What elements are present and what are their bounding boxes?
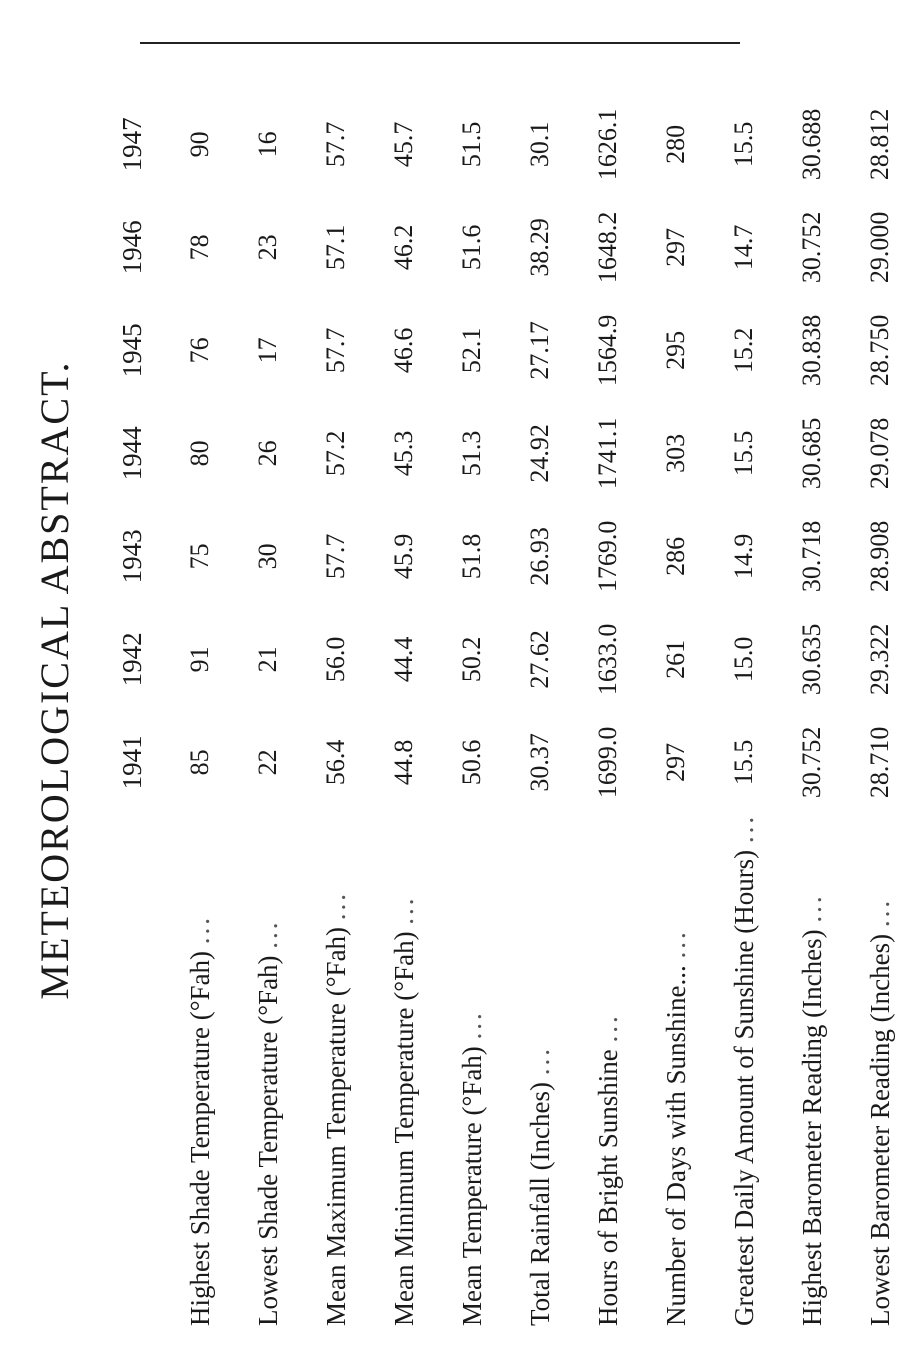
page-edge-rule (140, 42, 740, 44)
table-cell: 16 (253, 131, 282, 158)
table-cell: 30 (253, 543, 282, 570)
year-header: 1943 (116, 529, 147, 584)
table-cell: 52.1 (457, 327, 486, 374)
table-cell: 1769.0 (593, 520, 622, 593)
table-cell: 91 (185, 646, 214, 673)
table-cell: 51.8 (457, 533, 486, 580)
table-cell: 57.7 (321, 533, 350, 580)
row-label: Mean Minimum Temperature (°Fah) ... (388, 895, 419, 1326)
table-cell: 28.710 (865, 726, 894, 799)
page-title: METEOROLOGICAL ABSTRACT. (32, 360, 77, 1000)
table-cell: 15.2 (729, 327, 758, 374)
table-cell: 44.8 (389, 739, 418, 786)
table-cell: 14.7 (729, 224, 758, 271)
table-cell: 30.752 (797, 726, 826, 799)
table-cell: 46.6 (389, 327, 418, 374)
table-cell: 29.078 (865, 417, 894, 490)
table-cell: 50.6 (457, 739, 486, 786)
table-cell: 29.000 (865, 211, 894, 284)
table-cell: 26.93 (525, 527, 554, 586)
table-cell: 21 (253, 646, 282, 673)
table-cell: 1633.0 (593, 623, 622, 696)
rotated-table-frame (20, 30, 895, 1330)
year-header: 1947 (116, 117, 147, 172)
row-label: Number of Days with Sunshine... ... (660, 929, 691, 1326)
table-cell: 56.0 (321, 636, 350, 683)
table-cell: 46.2 (389, 224, 418, 271)
row-label: Lowest Barometer Reading (Inches) ... (864, 897, 895, 1326)
table-cell: 57.7 (321, 327, 350, 374)
table-cell: 27.17 (525, 321, 554, 380)
table-cell: 30.718 (797, 520, 826, 593)
row-label: Hours of Bright Sunshine ... (592, 1013, 623, 1326)
table-row (778, 93, 846, 1330)
table-cell: 27.62 (525, 630, 554, 689)
row-label: Highest Shade Temperature (°Fah) ... (184, 914, 215, 1326)
table-cell: 45.3 (389, 430, 418, 477)
row-label: Total Rainfall (Inches) ... (524, 1045, 555, 1326)
table-row (642, 93, 710, 1330)
table-row (710, 93, 778, 1330)
table-cell: 15.5 (729, 739, 758, 786)
table-cell: 297 (661, 742, 690, 782)
table-cell: 51.6 (457, 224, 486, 271)
table-cell: 56.4 (321, 739, 350, 786)
table-cell: 15.5 (729, 430, 758, 477)
year-header: 1946 (116, 220, 147, 275)
table-cell: 51.5 (457, 121, 486, 168)
table-cell: 50.2 (457, 636, 486, 683)
table-cell: 295 (661, 330, 690, 370)
table-cell: 78 (185, 234, 214, 261)
table-row (846, 93, 914, 1330)
table-cell: 15.5 (729, 121, 758, 168)
table-cell: 15.0 (729, 636, 758, 683)
table-cell: 44.4 (389, 636, 418, 683)
year-header-row (98, 93, 166, 1330)
row-label: Greatest Daily Amount of Sunshine (Hours) ... (728, 813, 759, 1326)
meteorological-table (98, 93, 914, 1330)
year-header: 1941 (116, 735, 147, 790)
table-cell: 45.7 (389, 121, 418, 168)
table-cell: 1699.0 (593, 726, 622, 799)
table-cell: 17 (253, 337, 282, 364)
table-cell: 57.7 (321, 121, 350, 168)
row-label: Mean Maximum Temperature (°Fah) ... (320, 890, 351, 1326)
table-cell: 30.838 (797, 314, 826, 387)
table-cell: 30.752 (797, 211, 826, 284)
table-row (574, 93, 642, 1330)
table-cell: 28.750 (865, 314, 894, 387)
table-cell: 38.29 (525, 218, 554, 277)
table-cell: 30.685 (797, 417, 826, 490)
year-header: 1942 (116, 632, 147, 687)
table-cell: 45.9 (389, 533, 418, 580)
table-cell: 1564.9 (593, 314, 622, 387)
table-row (438, 93, 506, 1330)
table-cell: 1741.1 (593, 417, 622, 490)
table-cell: 280 (661, 124, 690, 164)
year-header: 1944 (116, 426, 147, 481)
row-label: Mean Temperature (°Fah) ... (456, 1010, 487, 1326)
table-cell: 24.92 (525, 424, 554, 483)
table-cell: 303 (661, 433, 690, 473)
table-cell: 80 (185, 440, 214, 467)
table-row (370, 93, 438, 1330)
table-cell: 23 (253, 234, 282, 261)
table-cell: 57.2 (321, 430, 350, 477)
table-cell: 14.9 (729, 533, 758, 580)
table-cell: 1626.1 (593, 108, 622, 181)
table-cell: 286 (661, 536, 690, 576)
table-cell: 51.3 (457, 430, 486, 477)
table-row (506, 93, 574, 1330)
table-cell: 22 (253, 749, 282, 776)
row-label: Highest Barometer Reading (Inches) ... (796, 893, 827, 1326)
table-cell: 57.1 (321, 224, 350, 271)
table-cell: 30.1 (525, 121, 554, 168)
table-row (302, 93, 370, 1330)
table-cell: 30.37 (525, 733, 554, 792)
table-cell: 29.322 (865, 623, 894, 696)
row-label: Lowest Shade Temperature (°Fah) ... (252, 919, 283, 1326)
table-cell: 261 (661, 639, 690, 679)
year-header: 1945 (116, 323, 147, 378)
table-cell: 28.812 (865, 108, 894, 181)
table-cell: 28.908 (865, 520, 894, 593)
table-cell: 76 (185, 337, 214, 364)
table-cell: 90 (185, 131, 214, 158)
table-cell: 30.635 (797, 623, 826, 696)
label-header (98, 814, 166, 1330)
table-cell: 297 (661, 227, 690, 267)
table-cell: 30.688 (797, 108, 826, 181)
table-cell: 85 (185, 749, 214, 776)
table-row (166, 93, 234, 1330)
table-cell: 26 (253, 440, 282, 467)
table-cell: 1648.2 (593, 211, 622, 284)
table-row (234, 93, 302, 1330)
table-cell: 75 (185, 543, 214, 570)
